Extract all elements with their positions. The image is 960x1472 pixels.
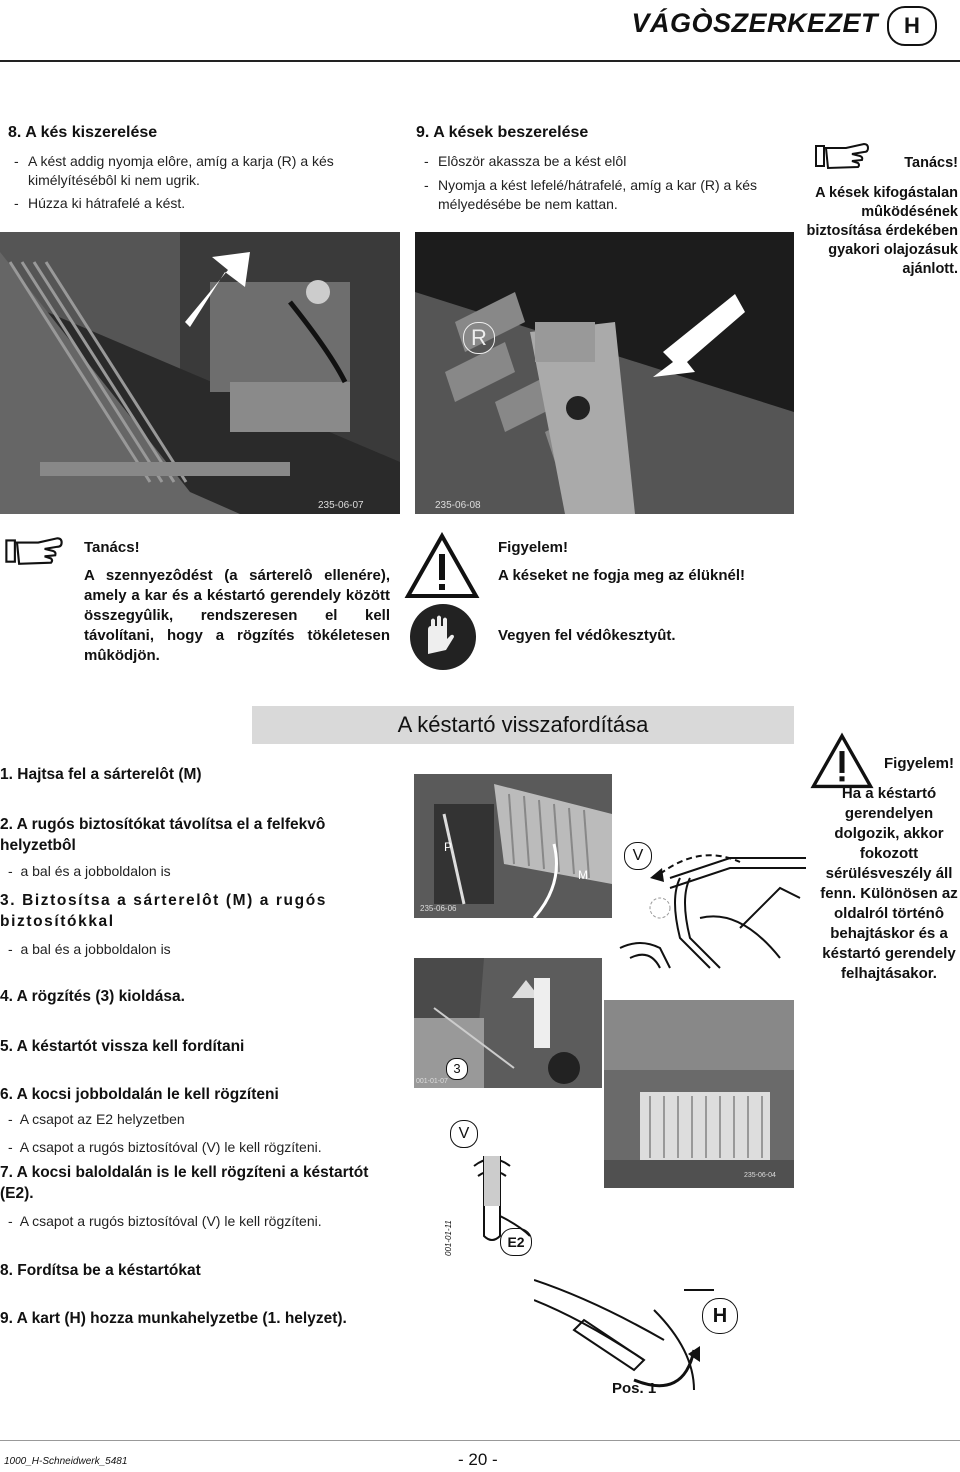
sec9-item-2: - Nyomja a kést lefelé/hátrafelé, amíg a kar (R) a kés mélyedésébe be nem kattan.: [424, 177, 758, 212]
diagram-lever-h: [534, 1270, 740, 1400]
tip-right-text: A kések kifogástalan mûködésének biztosítása érdekében gyakori olajozásuk ajánlott.: [806, 185, 958, 277]
photo-knife-carrier: [604, 1000, 794, 1188]
drawing-code: 001-01-11: [444, 1220, 453, 1256]
section-badge: H: [887, 6, 937, 46]
label-r: R: [463, 322, 495, 354]
warning-mid-title: Figyelem!: [498, 539, 569, 556]
footer-divider: [0, 1440, 960, 1441]
tip-left-title: Tanács!: [84, 539, 140, 556]
section-9-heading: 9. A kések beszerelése: [416, 124, 589, 141]
photo-knife-installation: [415, 232, 794, 514]
step-9: 9. A kart (H) hozza munkahelyzetbe (1. helyzet).: [0, 1310, 347, 1327]
label-e2: E2: [500, 1228, 532, 1256]
section-8-heading: 8. A kés kiszerelése: [8, 124, 158, 141]
label-pos-1: Pos. 1: [612, 1380, 657, 1397]
label-p: P: [444, 840, 453, 854]
step-2-sub: - a bal és a jobboldalon is: [8, 863, 171, 879]
sec8-item-2: - Húzza ki hátrafelé a kést.: [14, 195, 186, 211]
step-5: 5. A késtartót vissza kell fordítani: [0, 1038, 245, 1055]
warning-right-title: Figyelem!: [884, 755, 955, 772]
step-8: 8. Fordítsa be a késtartókat: [0, 1262, 201, 1279]
sec8-item-1: - A kést addig nyomja elôre, amíg a karja (R) a kés kimélyítésébôl ki nem ugrik.: [14, 153, 334, 188]
step-6: 6. A kocsi jobboldalán le kell rögzíteni: [0, 1086, 279, 1103]
step-3: 3. Biztosítsa a sárterelôt (M) a rugós biztosítókkal: [0, 892, 327, 930]
label-v: V: [624, 842, 652, 870]
warning-right-text: Ha a késtartó gerendelyen dolgozik, akkor fokozott sérülésveszély áll fenn. Különösen az oldalról történô behajtáskor és a késtartó gerendely felhajtásakor.: [820, 785, 958, 982]
warning-mid-line2: Vegyen fel védôkesztyût.: [498, 627, 676, 644]
section-banner: A késtartó visszafordítása: [252, 706, 794, 744]
step-1: 1. Hajtsa fel a sárterelôt (M): [0, 766, 202, 783]
photo-lock-release: [414, 958, 602, 1088]
step-4: 4. A rögzítés (3) kioldása.: [0, 988, 185, 1005]
tip-left-text: A szennyezôdést (a sárterelô ellenére), amely a kar és a késtartó gerendely között összegyûlik, rendszeresen el kell távolítani, hogy a rögzítés tökéletesen mûködjön.: [84, 567, 390, 664]
footer-doc-id: 1000_H-Schneidwerk_5481: [4, 1456, 128, 1467]
photo-code: 001-01-07: [416, 1078, 448, 1085]
tip-right-title: Tanács!: [904, 155, 958, 171]
gloves-icon: [410, 604, 476, 670]
diagram-spring-lock: [610, 818, 806, 986]
sec9-item-1: - Elôször akassza be a kést elôl: [424, 153, 627, 169]
header-divider: [0, 60, 960, 62]
step-7: 7. A kocsi baloldalán is le kell rögzíteni a késtartót (E2).: [0, 1164, 369, 1202]
step-3-sub: - a bal és a jobboldalon is: [8, 941, 171, 957]
photo-code: 235-06-06: [420, 904, 457, 913]
photo-knife-removal: [0, 232, 400, 514]
page-number: - 20 -: [458, 1450, 498, 1469]
step-7-sub: - A csapot a rugós biztosítóval (V) le kell rögzíteni.: [8, 1213, 322, 1229]
steps-list: [0, 764, 384, 1434]
label-h: H: [702, 1298, 738, 1334]
label-v-2: V: [450, 1120, 478, 1148]
warning-triangle-icon: [404, 532, 480, 602]
step-6-sub-1: - A csapot az E2 helyzetben: [8, 1111, 185, 1127]
diagram-pin-e2: [444, 1116, 544, 1266]
step-2: 2. A rugós biztosítókat távolítsa el a felfekvô helyzetbôl: [0, 816, 326, 854]
label-m: M: [578, 868, 588, 882]
photo-mudguard: [414, 774, 612, 918]
warning-mid-line1: A késeket ne fogja meg az élüknél!: [498, 567, 746, 584]
pointing-hand-icon: [4, 534, 64, 568]
page-title: VÁGÒSZERKEZET: [631, 8, 878, 38]
step-6-sub-2: - A csapot a rugós biztosítóval (V) le kell rögzíteni.: [8, 1139, 322, 1155]
photo-code: 235-06-04: [744, 1172, 776, 1179]
label-3: 3: [446, 1058, 468, 1080]
warning-triangle-icon: [810, 732, 874, 792]
photo-code: 235-06-07: [318, 500, 364, 511]
photo-code: 235-06-08: [435, 500, 481, 511]
